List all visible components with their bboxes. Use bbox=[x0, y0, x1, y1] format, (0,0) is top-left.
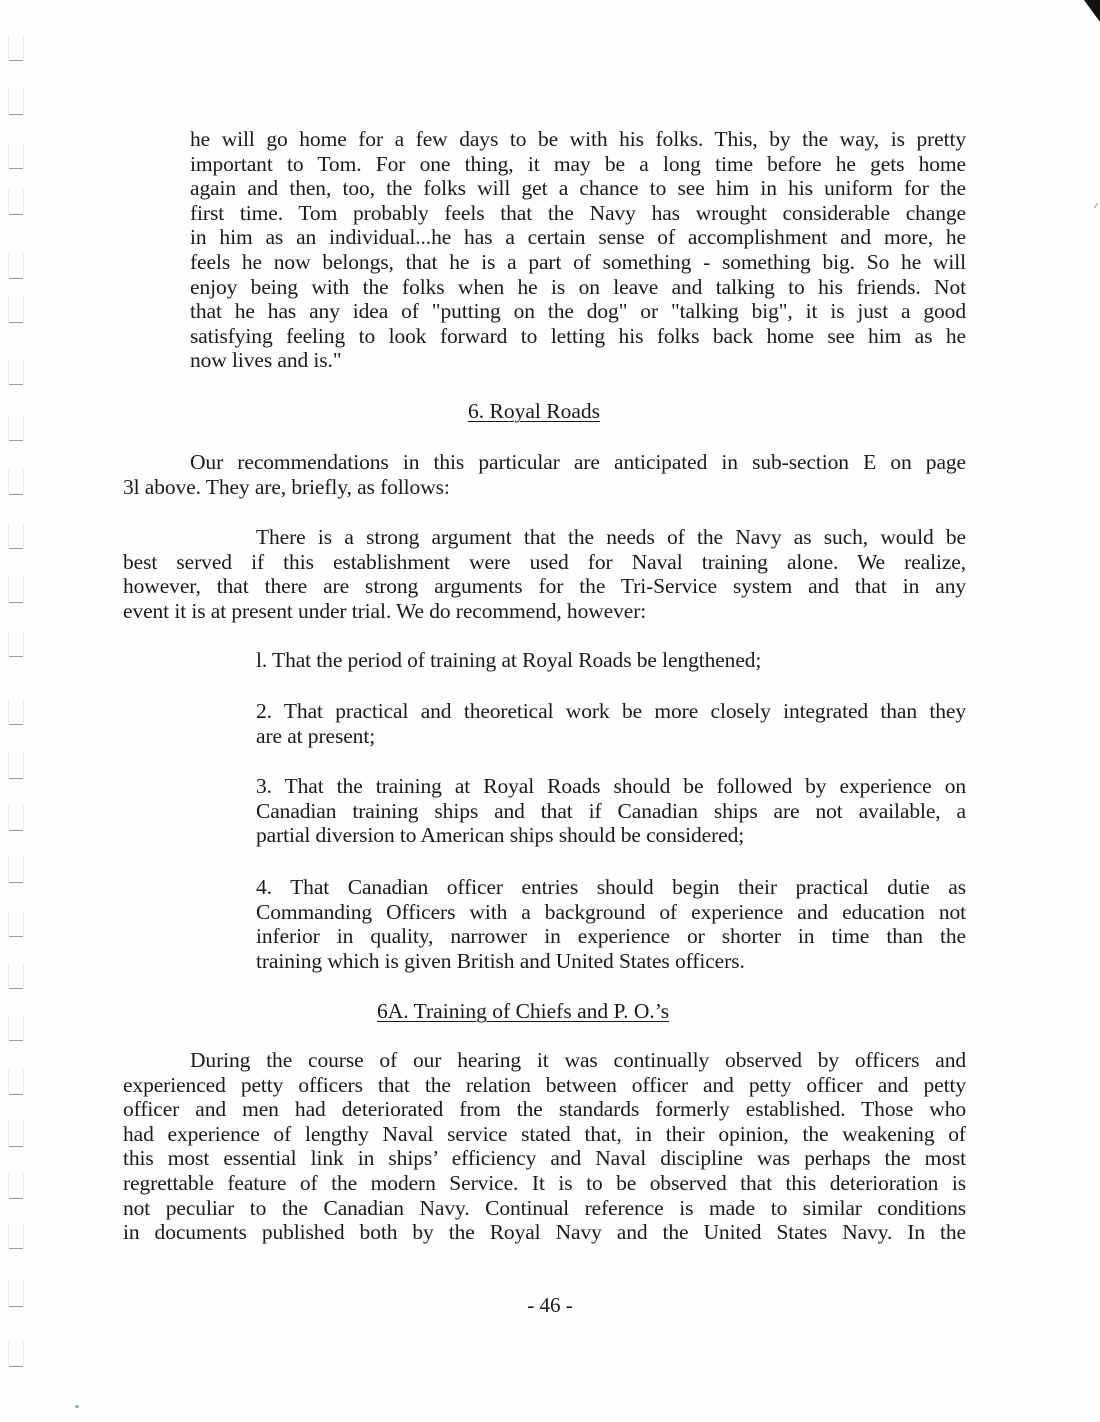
text-line: however, that there are strong arguments for the Tri-Service system and that in any bbox=[123, 574, 966, 599]
section-6-intro-paragraph bbox=[123, 450, 966, 499]
text-line: enjoy being with the folks when he is on leave and talking to his friends. Not bbox=[190, 274, 966, 299]
text-line: first time. Tom probably feels that the Navy has wrought considerable change bbox=[190, 200, 966, 225]
text-line: During the course of our hearing it was continually observed by officers and bbox=[190, 1048, 966, 1072]
margin-tick bbox=[8, 168, 24, 169]
margin-tick bbox=[8, 322, 24, 323]
margin-tick bbox=[8, 830, 24, 831]
text-line: not peculiar to the Canadian Navy. Continual reference is made to similar conditions bbox=[123, 1195, 966, 1220]
recommendation-item bbox=[256, 648, 966, 673]
scan-stray-mark bbox=[1094, 203, 1098, 208]
margin-tick bbox=[8, 548, 24, 549]
margin-tick bbox=[8, 1198, 24, 1199]
scan-corner-artifact bbox=[1084, 0, 1100, 22]
section-6-argument-paragraph bbox=[123, 525, 966, 623]
recommendation-item bbox=[256, 774, 966, 848]
margin-tick bbox=[8, 214, 24, 215]
page-number: - 46 - bbox=[527, 1293, 573, 1317]
margin-tick bbox=[8, 1094, 24, 1095]
section-6a-paragraph bbox=[123, 1048, 966, 1245]
margin-tick bbox=[8, 882, 24, 883]
text-line: 3. That the training at Royal Roads should be followed by experience on bbox=[256, 774, 966, 798]
text-line: in documents published both by the Royal Navy and the United States Navy. In the bbox=[123, 1220, 966, 1245]
text-line: 2. That practical and theoretical work be more closely integrated than they bbox=[256, 699, 966, 723]
text-line: event it is at present under trial. We do recommend, however: bbox=[123, 598, 647, 623]
text-line: Our recommendations in this particular are anticipated in sub-section E on page bbox=[190, 450, 966, 474]
text-line: had experience of lengthy Naval service stated that, in their opinion, the weakening of bbox=[123, 1121, 966, 1146]
text-line: Canadian training ships and that if Canadian ships are not available, a bbox=[256, 798, 966, 823]
text-line: Commanding Officers with a background of experience and education not bbox=[256, 899, 966, 924]
text-line: now lives and is." bbox=[190, 348, 342, 373]
margin-tick bbox=[8, 114, 24, 115]
scan-dot-artifact bbox=[75, 1405, 79, 1408]
text-line: 3l above. They are, briefly, as follows: bbox=[123, 474, 450, 499]
section-heading-training-of-chiefs: 6A. Training of Chiefs and P. O.’s bbox=[377, 999, 670, 1023]
margin-tick bbox=[8, 278, 24, 279]
continued-quote-paragraph bbox=[190, 127, 966, 373]
text-line: he will go home for a few days to be with his folks. This, by the way, is pretty bbox=[190, 127, 966, 151]
text-line: are at present; bbox=[256, 723, 376, 748]
recommendation-item bbox=[256, 699, 966, 748]
text-line: partial diversion to American ships should be considered; bbox=[256, 823, 745, 848]
margin-tick bbox=[8, 936, 24, 937]
margin-tick bbox=[8, 656, 24, 657]
margin-tick bbox=[8, 1366, 24, 1367]
margin-tick bbox=[8, 494, 24, 495]
margin-tick bbox=[8, 724, 24, 725]
margin-tick bbox=[8, 440, 24, 441]
text-line: best served if this establishment were used for Naval training alone. We realize, bbox=[123, 549, 966, 574]
text-line: satisfying feeling to look forward to letting his folks back home see him as he bbox=[190, 323, 966, 348]
section-heading-royal-roads: 6. Royal Roads bbox=[468, 399, 600, 423]
margin-tick bbox=[8, 988, 24, 989]
text-line: inferior in quality, narrower in experience or shorter in time than the bbox=[256, 924, 966, 949]
text-line: officer and men had deteriorated from the standards formerly established. Those who bbox=[123, 1097, 966, 1122]
text-line: experienced petty officers that the relation between officer and petty officer and petty bbox=[123, 1072, 966, 1097]
margin-tick bbox=[8, 602, 24, 603]
recommendation-item bbox=[256, 875, 966, 973]
margin-tick bbox=[8, 60, 24, 61]
text-line: again and then, too, the folks will get a chance to see him in his uniform for the bbox=[190, 176, 966, 201]
text-line: feels he now belongs, that he is a part of something - something big. So he will bbox=[190, 249, 966, 274]
text-line: 4. That Canadian officer entries should begin their practical dutie as bbox=[256, 875, 966, 899]
margin-tick bbox=[8, 1040, 24, 1041]
margin-tick bbox=[8, 1248, 24, 1249]
text-line: l. That the period of training at Royal Roads be lengthened; bbox=[256, 648, 762, 672]
text-line: this most essential link in ships’ efficiency and Naval discipline was perhaps the most bbox=[123, 1146, 966, 1171]
margin-tick bbox=[8, 384, 24, 385]
text-line: training which is given British and United States officers. bbox=[256, 948, 745, 973]
text-line: that he has any idea of "putting on the dog" or "talking big", it is just a good bbox=[190, 299, 966, 324]
text-line: There is a strong argument that the needs of the Navy as such, would be bbox=[256, 525, 966, 549]
text-line: important to Tom. For one thing, it may be a long time before he gets home bbox=[190, 151, 966, 176]
text-line: in him as an individual...he has a certain sense of accomplishment and more, he bbox=[190, 225, 966, 250]
margin-tick bbox=[8, 778, 24, 779]
margin-tick bbox=[8, 1146, 24, 1147]
text-line: regrettable feature of the modern Service. It is to be observed that this deterioration is bbox=[123, 1170, 966, 1195]
